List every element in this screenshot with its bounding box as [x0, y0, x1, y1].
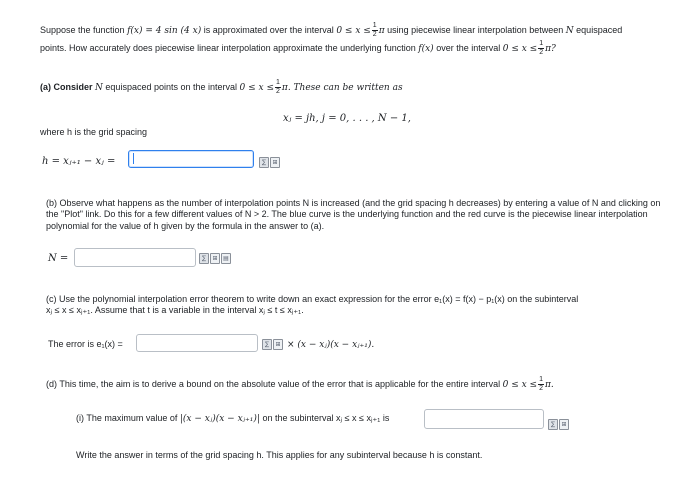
part-d-i-text	[76, 413, 389, 424]
part-b-line-3: polynomial for the value of h given by the formula in the answer to (a).	[46, 221, 325, 231]
part-c-line-1: (c) Use the polynomial interpolation error theorem to write down an exact expression for the error e₁(x) = f(x) − p₁(x) on the subinterval	[46, 294, 579, 304]
h-input-tools	[259, 157, 280, 168]
interval-expression: 0 ≤ x ≤	[336, 25, 371, 36]
part-a-text: π. These can be written as	[281, 82, 403, 93]
part-b-line-1: (b) Observe what happens as the number of interpolation points N is increased (and the grid spacing h decreases) by entering a value of N and clicking on	[46, 198, 661, 208]
function-definition: f(x) = 4 sin (4 x)	[127, 25, 202, 36]
h-label: h = xⱼ₊₁ − xⱼ =	[42, 156, 116, 167]
equation-editor-icon[interactable]: ∑	[262, 339, 272, 350]
part-d-i-label: (i) The maximum value of	[76, 413, 178, 423]
var-N: N	[95, 82, 103, 93]
N-input[interactable]	[74, 248, 196, 267]
interval-expression: 0 ≤ x ≤	[239, 82, 274, 93]
preview-icon[interactable]: ⊞	[210, 253, 220, 264]
preview-icon[interactable]: ⊞	[559, 419, 569, 430]
part-a-label: (a) Consider	[40, 81, 93, 92]
error-input[interactable]	[136, 334, 258, 352]
grid-formula: xⱼ = jh, j = 0, . . . , N − 1,	[283, 113, 411, 124]
function-ref: f(x)	[418, 43, 434, 54]
part-a-text: equispaced points on the interval	[105, 81, 238, 92]
fraction-one-half: $\frac{1}{2}$	[372, 22, 377, 38]
part-d-i-text-end: on the subinterval xⱼ ≤ x ≤ xⱼ₊₁ is	[262, 413, 390, 423]
fraction-one-half: $\frac{1}{2}$	[539, 40, 544, 56]
var-N: N	[565, 25, 574, 36]
part-b-line-2: the "Plot" link. Do this for a few different values of N > 2. The blue curve is the underlying function and the red curve is the piecewise linear interpolation	[46, 209, 648, 219]
h-input[interactable]	[128, 150, 254, 168]
intro-line-2	[40, 40, 556, 57]
error-input-tools	[262, 339, 283, 350]
pi-symbol: π?	[545, 43, 556, 54]
pi-symbol: π	[378, 25, 385, 36]
abs-expression: |(x − xⱼ)(x − xⱼ₊₁)|	[179, 414, 260, 424]
text-caret	[133, 153, 134, 164]
intro-text: using piecewise linear interpolation between	[387, 24, 564, 35]
part-a-intro	[40, 79, 403, 96]
interval-expression: 0 ≤ x ≤	[502, 43, 538, 54]
equation-editor-icon[interactable]: ∑	[548, 419, 558, 430]
intro-line-1	[40, 22, 622, 39]
part-d-text: (d) This time, the aim is to derive a bound on the absolute value of the error that is applicable for the entire interval	[46, 378, 501, 389]
N-input-tools	[199, 253, 231, 264]
part-d-note: Write the answer in terms of the grid spacing h. This applies for any subinterval because h is constant.	[76, 450, 483, 460]
part-c-line-2: xⱼ ≤ x ≤ xⱼ₊₁. Assume that t is a variable in the interval xⱼ ≤ t ≤ xⱼ₊₁.	[46, 305, 304, 315]
intro-text: is approximated over the interval	[203, 24, 334, 35]
part-d-line-1	[46, 376, 554, 393]
where-text: where h is the grid spacing	[40, 127, 148, 137]
preview-icon[interactable]: ⊞	[273, 339, 283, 350]
intro-text: Suppose the function	[40, 24, 125, 35]
max-value-input-tools	[548, 419, 569, 430]
pi-symbol: π.	[544, 379, 554, 390]
error-suffix: × (x − xⱼ)(x − xⱼ₊₁).	[287, 340, 375, 350]
preview-icon[interactable]: ⊞	[270, 157, 280, 168]
N-label: N =	[48, 253, 69, 264]
intro-text: points. How accurately does piecewise linear interpolation approximate the underlying function	[40, 42, 416, 53]
interval-expression: 0 ≤ x ≤	[502, 379, 538, 390]
error-label: The error is e₁(x) =	[48, 339, 123, 349]
intro-text: over the interval	[436, 42, 501, 53]
intro-text: equispaced	[576, 24, 623, 35]
plot-icon[interactable]: ▤	[221, 253, 231, 264]
fraction-one-half: $\frac{1}{2}$	[539, 376, 543, 392]
max-value-input[interactable]	[424, 409, 544, 429]
fraction-one-half: $\frac{1}{2}$	[276, 79, 280, 95]
equation-editor-icon[interactable]: ∑	[259, 157, 269, 168]
equation-editor-icon[interactable]: ∑	[199, 253, 209, 264]
